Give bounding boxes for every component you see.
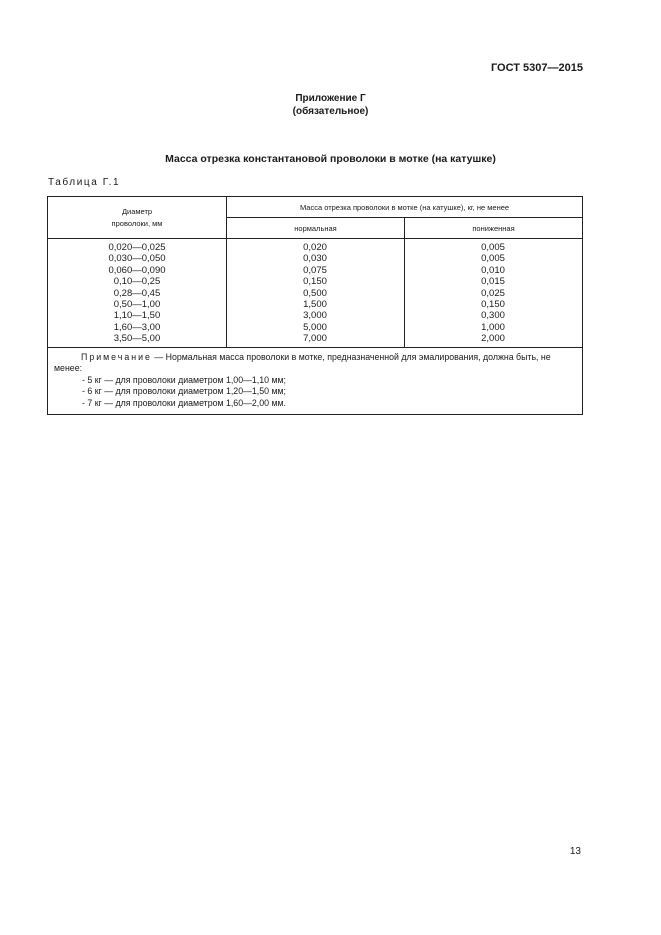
cell-normal: 0,500 [303,287,327,299]
note-item: - 5 кг — для проволоки диаметром 1,00—1,10 мм; [82,374,286,385]
cell-diameter: 1,10—1,50 [113,310,161,322]
table-header [48,197,582,239]
cell-diameter: 0,50—1,00 [113,298,161,310]
cell-reduced: 0,300 [481,310,505,322]
cell-normal: 0,020 [303,242,327,253]
page-number: 13 [569,846,581,857]
cell-normal: 0,150 [303,276,327,288]
table-row [48,242,582,253]
table-row [48,288,582,299]
cell-diameter: 0,10—0,25 [113,276,161,288]
cell-reduced: 0,005 [481,242,505,253]
appendix-title: Приложение Г [295,93,366,104]
table-row [48,310,582,321]
table-row [48,265,582,276]
table-label: Таблица Г.1 [48,177,121,188]
cell-diameter: 0,060—0,090 [108,264,166,276]
cell-diameter: 1,60—3,00 [113,321,161,333]
appendix-status: (обязательное) [292,106,369,117]
table-row [48,299,582,310]
cell-normal: 5,000 [303,321,327,333]
cell-normal: 7,000 [303,333,327,345]
cell-reduced: 0,005 [481,253,505,265]
note-label: Примечание [81,351,152,362]
header-diameter-line1: Диаметр [121,206,153,216]
header-reduced: пониженная [472,223,515,233]
table-row [48,333,582,344]
header-mass-group: Масса отрезка проволоки в мотке (на катушке), кг, не менее [227,197,582,218]
appendix-heading [0,92,661,118]
document-code: ГОСТ 5307—2015 [490,62,583,74]
cell-diameter: 0,28—0,45 [113,287,161,299]
note-item: - 6 кг — для проволоки диаметром 1,20—1,50 мм; [82,386,286,397]
cell-reduced: 0,150 [481,298,505,310]
cell-diameter: 0,030—0,050 [108,253,166,265]
table-row [48,322,582,333]
table-row [48,276,582,287]
cell-diameter: 3,50—5,00 [113,333,161,345]
mass-table [47,196,583,415]
cell-reduced: 1,000 [481,321,505,333]
header-diameter [48,197,227,238]
cell-reduced: 0,010 [481,264,505,276]
note-body: — Нормальная масса проволоки в мотке, предназначенной для эмалирования, должна быть, не менее: [54,351,551,374]
cell-normal: 3,000 [303,310,327,322]
cell-reduced: 0,025 [481,287,505,299]
table-body [48,239,582,348]
cell-reduced: 2,000 [481,333,505,345]
header-diameter-line2: проволоки, мм [111,218,163,228]
table-note [48,348,582,415]
cell-normal: 0,030 [303,253,327,265]
cell-normal: 0,075 [303,264,327,276]
cell-diameter: 0,020—0,025 [108,242,166,253]
section-title: Масса отрезка константановой проволоки в мотке (на катушке) [165,153,496,165]
table-row [48,253,582,264]
note-item: - 7 кг — для проволоки диаметром 1,60—2,00 мм. [82,397,286,408]
cell-reduced: 0,015 [481,276,505,288]
note-text [54,352,572,375]
header-normal: нормальная [227,218,405,238]
cell-normal: 1,500 [303,298,327,310]
